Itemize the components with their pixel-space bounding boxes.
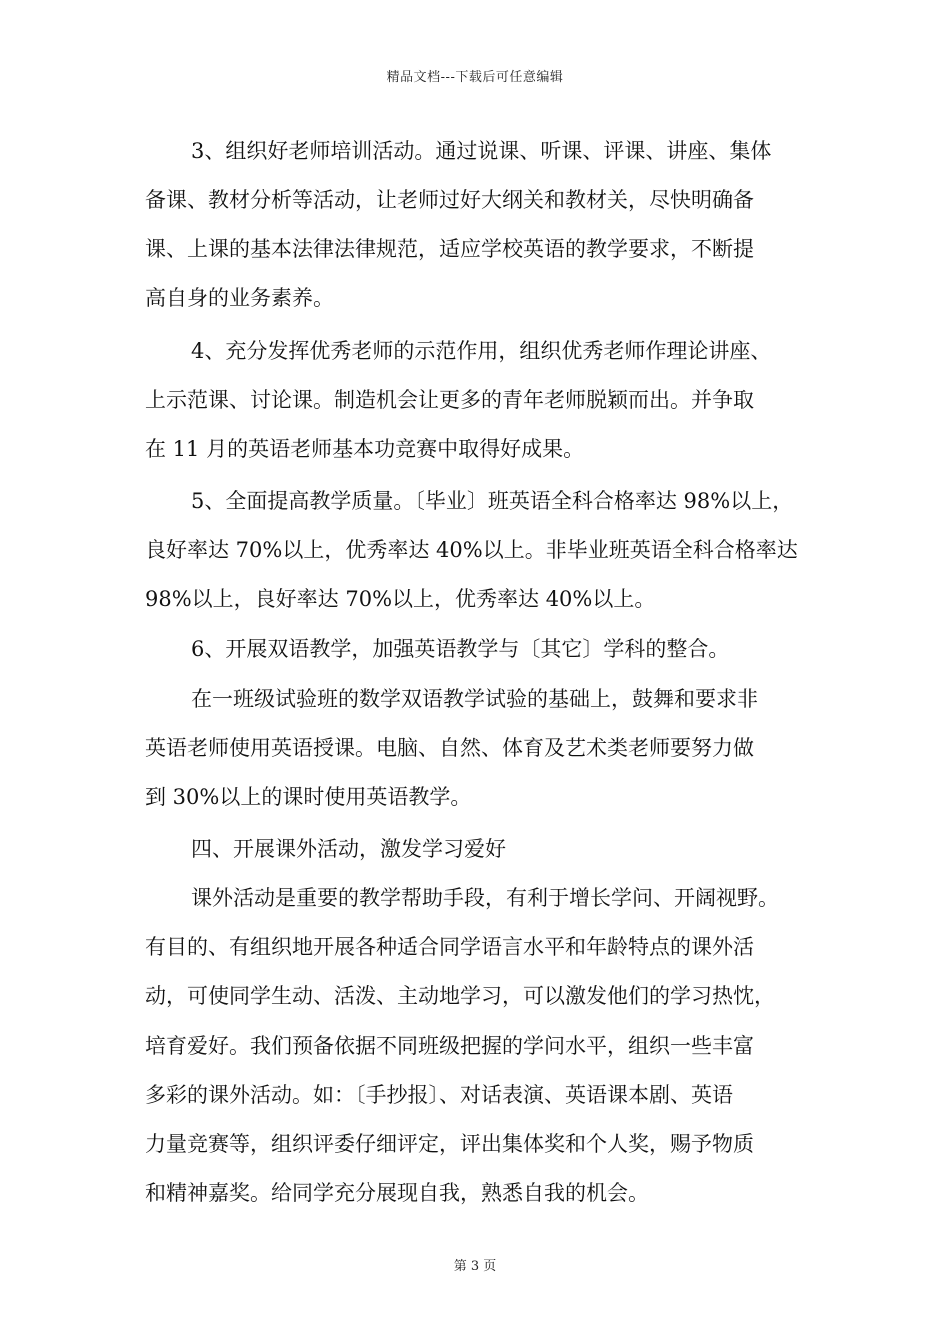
body-line: 课、上课的基本法律法律规范，适应学校英语的教学要求，不断提 [145, 237, 754, 261]
body-line: 6、开展双语教学，加强英语教学与〔其它〕学科的整合。 [191, 637, 730, 661]
body-line: 良好率达 70%以上，优秀率达 40%以上。非毕业班英语全科合格率达 [145, 538, 798, 562]
section-heading: 四、开展课外活动，激发学习爱好 [191, 837, 506, 861]
page-number: 第 3 页 [453, 1259, 497, 1274]
body-line: 5、全面提高教学质量。〔毕业〕班英语全科合格率达 98%以上， [191, 489, 794, 513]
body-line: 4、充分发挥优秀老师的示范作用，组织优秀老师作理论讲座、 [191, 339, 772, 363]
body-line: 动，可使同学生动、活泼、主动地学习，可以激发他们的学习热忱， [145, 984, 775, 1008]
body-line: 力量竞赛等，组织评委仔细评定，评出集体奖和个人奖，赐予物质 [145, 1132, 754, 1156]
body-line: 高自身的业务素养。 [145, 286, 334, 310]
body-line: 98%以上，良好率达 70%以上，优秀率达 40%以上。 [145, 587, 656, 611]
body-line: 课外活动是重要的教学帮助手段，有利于增长学问、开阔视野。 [191, 886, 779, 910]
body-line: 和精神嘉奖。给同学充分展现自我，熟悉自我的机会。 [145, 1181, 649, 1205]
body-line: 3、组织好老师培训活动。通过说课、听课、评课、讲座、集体 [191, 139, 772, 163]
body-line: 培育爱好。我们预备依据不同班级把握的学问水平，组织一些丰富 [145, 1034, 754, 1058]
body-line: 在一班级试验班的数学双语教学试验的基础上，鼓舞和要求非 [191, 687, 758, 711]
body-line: 多彩的课外活动。如：〔手抄报〕、对话表演、英语课本剧、英语 [145, 1083, 733, 1107]
body-line: 在 11 月的英语老师基本功竞赛中取得好成果。 [145, 437, 585, 461]
body-line: 到 30%以上的课时使用英语教学。 [145, 785, 472, 809]
body-line: 上示范课、讨论课。制造机会让更多的青年老师脱颖而出。并争取 [145, 388, 754, 412]
page-header: 精品文档---下载后可任意编辑 [386, 70, 564, 85]
body-line: 英语老师使用英语授课。电脑、自然、体育及艺术类老师要努力做 [145, 736, 754, 760]
body-line: 备课、教材分析等活动，让老师过好大纲关和教材关，尽快明确备 [145, 188, 754, 212]
body-line: 有目的、有组织地开展各种适合同学语言水平和年龄特点的课外活 [145, 935, 754, 959]
